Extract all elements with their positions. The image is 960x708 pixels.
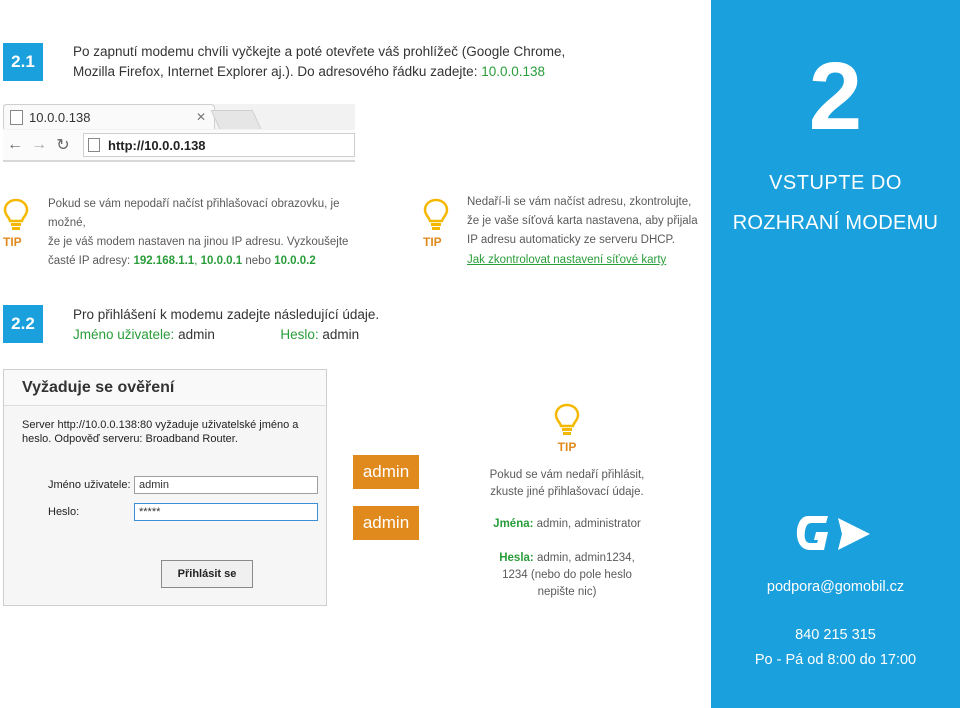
back-arrow-icon[interactable]: ← bbox=[7, 136, 23, 153]
username-value: admin bbox=[178, 327, 215, 342]
tab-label: 10.0.0.138 bbox=[29, 109, 91, 125]
dialog-password-label: Heslo: bbox=[48, 506, 80, 518]
tip1-text bbox=[48, 195, 378, 271]
username-value: admin bbox=[362, 462, 410, 481]
tip1-line3-prefix: časté IP adresy: bbox=[48, 255, 134, 267]
ip-option-3: 10.0.0.2 bbox=[274, 255, 316, 267]
ip-option-1: 192.168.1.1 bbox=[133, 255, 195, 267]
address-bar[interactable] bbox=[83, 133, 355, 157]
tip1-line2: že je váš modem nastaven na jinou IP adresu. Vyzkoušejte bbox=[48, 236, 349, 248]
tip-label: TIP bbox=[423, 235, 442, 249]
tip3-line5: 1234 (nebo do pole heslo bbox=[502, 569, 632, 581]
tip2-line2: že je vaše síťová karta nastavena, aby přijala bbox=[467, 215, 698, 227]
step1-instructions bbox=[73, 42, 693, 82]
step-number: 2.1 bbox=[11, 52, 35, 71]
dialog-username-input[interactable] bbox=[134, 476, 318, 494]
tip3-line6: nepište nic) bbox=[537, 586, 597, 598]
tip3-passwords bbox=[467, 550, 667, 567]
names-label: Jména: bbox=[493, 518, 537, 530]
passwords-label: Hesla: bbox=[499, 552, 537, 564]
ip-option-2: 10.0.0.1 bbox=[200, 255, 243, 267]
tip-lightbulb-icon bbox=[423, 198, 449, 249]
step2-credentials bbox=[73, 325, 693, 345]
tip-label: TIP bbox=[3, 235, 22, 249]
step2-instructions bbox=[73, 305, 693, 345]
separator: , bbox=[194, 255, 201, 267]
step1-line2-text: Mozilla Firefox, Internet Explorer aj.). Do adresového řádku zadejte: bbox=[73, 64, 482, 79]
login-button[interactable]: Přihlásit se bbox=[161, 560, 253, 588]
support-email[interactable]: podpora@gomobil.cz bbox=[766, 579, 905, 595]
dialog-password-input[interactable] bbox=[134, 503, 318, 521]
tip3-line1: Pokud se vám nedaří přihlásit, bbox=[489, 469, 645, 481]
username-label: Jméno uživatele: bbox=[73, 327, 179, 342]
tip2-line3: IP adresu automaticky ze serveru DHCP. bbox=[467, 234, 675, 246]
tip-label: TIP bbox=[557, 440, 577, 454]
tip2-line1: Nedaří-li se vám načíst adresu, zkontrolujte, bbox=[467, 196, 692, 208]
sidebar bbox=[711, 0, 960, 708]
password-value: admin bbox=[322, 327, 360, 342]
dialog-username-value: admin bbox=[139, 479, 169, 491]
lightbulb-icon bbox=[554, 403, 580, 437]
step-number-badge bbox=[3, 305, 43, 343]
dialog-title: Vyžaduje se ověření bbox=[4, 370, 326, 406]
navigation-bar bbox=[3, 130, 355, 160]
password-value: admin bbox=[362, 513, 410, 532]
dialog-password-value: ***** bbox=[139, 506, 161, 518]
sidebar-title-line1: VSTUPTE DO bbox=[769, 172, 902, 194]
support-phone[interactable]: 840 215 315 bbox=[795, 627, 876, 643]
password-label: Heslo: bbox=[280, 327, 323, 342]
password-value-box bbox=[353, 506, 419, 540]
tip1-line1: Pokud se vám nepodaří načíst přihlašovací obrazovku, je možné, bbox=[48, 198, 340, 229]
network-card-help-link[interactable]: Jak zkontrolovat nastavení síťové karty bbox=[467, 254, 667, 266]
tip3-names bbox=[467, 516, 667, 533]
step2-line1: Pro přihlášení k modemu zadejte následující údaje. bbox=[73, 307, 380, 322]
tip2-text bbox=[467, 193, 707, 250]
tip3-text bbox=[467, 467, 667, 601]
gomobil-logo-icon bbox=[794, 510, 878, 558]
step1-ip: 10.0.0.138 bbox=[481, 64, 546, 79]
forward-arrow-icon[interactable]: → bbox=[31, 136, 47, 153]
passwords-value: admin, admin1234, bbox=[536, 552, 635, 564]
tip-lightbulb-icon bbox=[554, 403, 580, 454]
auth-dialog-screenshot bbox=[3, 369, 327, 606]
sidebar-title-line2: ROZHRANÍ MODEMU bbox=[732, 212, 939, 234]
step1-line2 bbox=[73, 62, 693, 82]
support-hours: Po - Pá od 8:00 do 17:00 bbox=[754, 652, 917, 668]
page-icon bbox=[10, 110, 23, 125]
dialog-message: Server http://10.0.0.138:80 vyžaduje uživatelské jméno a heslo. Odpověď serveru: Broadband Router. bbox=[22, 419, 299, 445]
tip3-line2: zkuste jiné přihlašovací údaje. bbox=[490, 486, 644, 498]
lightbulb-icon bbox=[423, 198, 449, 232]
lightbulb-icon bbox=[3, 198, 29, 232]
gomobil-logo bbox=[711, 510, 960, 560]
tip-lightbulb-icon bbox=[3, 198, 29, 249]
browser-screenshot bbox=[3, 104, 355, 162]
close-icon[interactable]: ✕ bbox=[195, 110, 206, 124]
separator: nebo bbox=[242, 255, 275, 267]
names-value: admin, administrator bbox=[536, 518, 641, 530]
username-value-box bbox=[353, 455, 419, 489]
dialog-username-label: Jméno uživatele: bbox=[48, 479, 131, 491]
tip1-line3 bbox=[48, 252, 378, 271]
browser-tab[interactable] bbox=[3, 104, 215, 129]
step-number: 2.2 bbox=[11, 314, 35, 333]
step-big-number: 2 bbox=[808, 43, 863, 150]
new-tab-button[interactable] bbox=[211, 110, 262, 129]
reload-icon[interactable]: ↻ bbox=[56, 137, 70, 154]
page-icon bbox=[88, 138, 100, 152]
step1-line1: Po zapnutí modemu chvíli vyčkejte a poté otevřete váš prohlížeč (Google Chrome, bbox=[73, 44, 566, 59]
step-number-badge bbox=[3, 43, 43, 81]
address-bar-url: http://10.0.0.138 bbox=[108, 137, 206, 153]
